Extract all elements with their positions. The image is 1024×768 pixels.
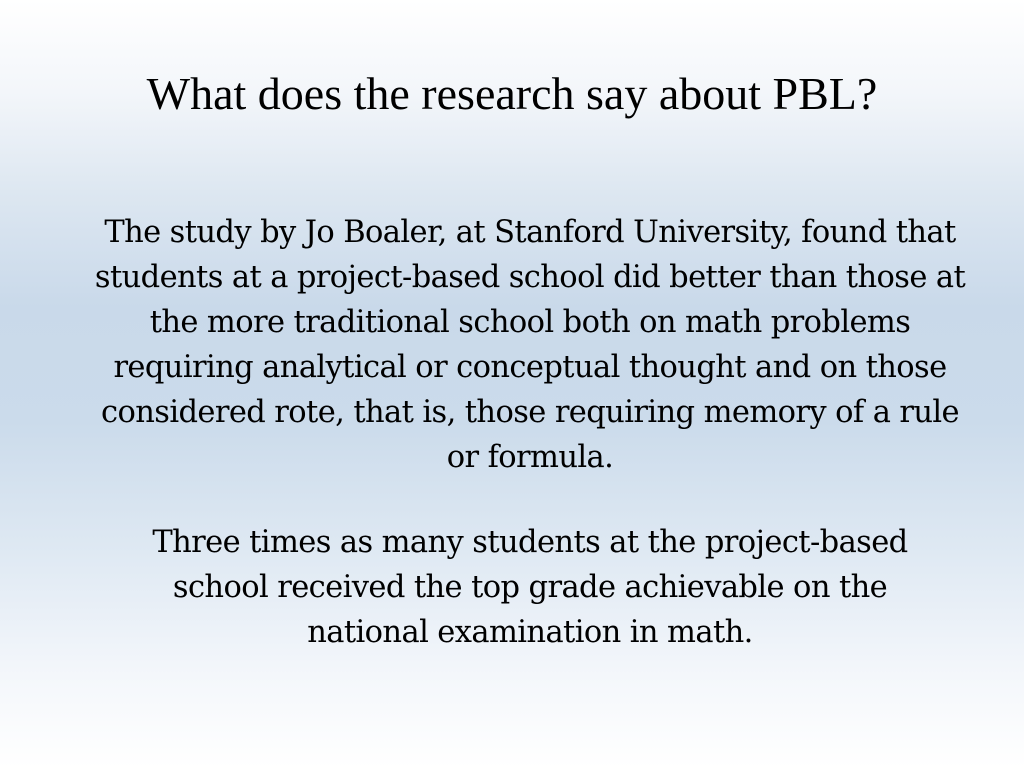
paragraph-exam-results: Three times as many students at the project-based school received the top grade achievable on the national examination in math. <box>152 525 908 650</box>
slide-title: What does the research say about PBL? <box>146 68 878 119</box>
slide-body <box>90 210 970 695</box>
paragraph-boaler-study: The study by Jo Boaler, at Stanford University, found that students at a project-based school did better than those at the more traditional school both on math problems requiring analytical or conceptual thought and on those considered rote, that is, those requiring memory of a rule or formula. <box>94 215 966 475</box>
